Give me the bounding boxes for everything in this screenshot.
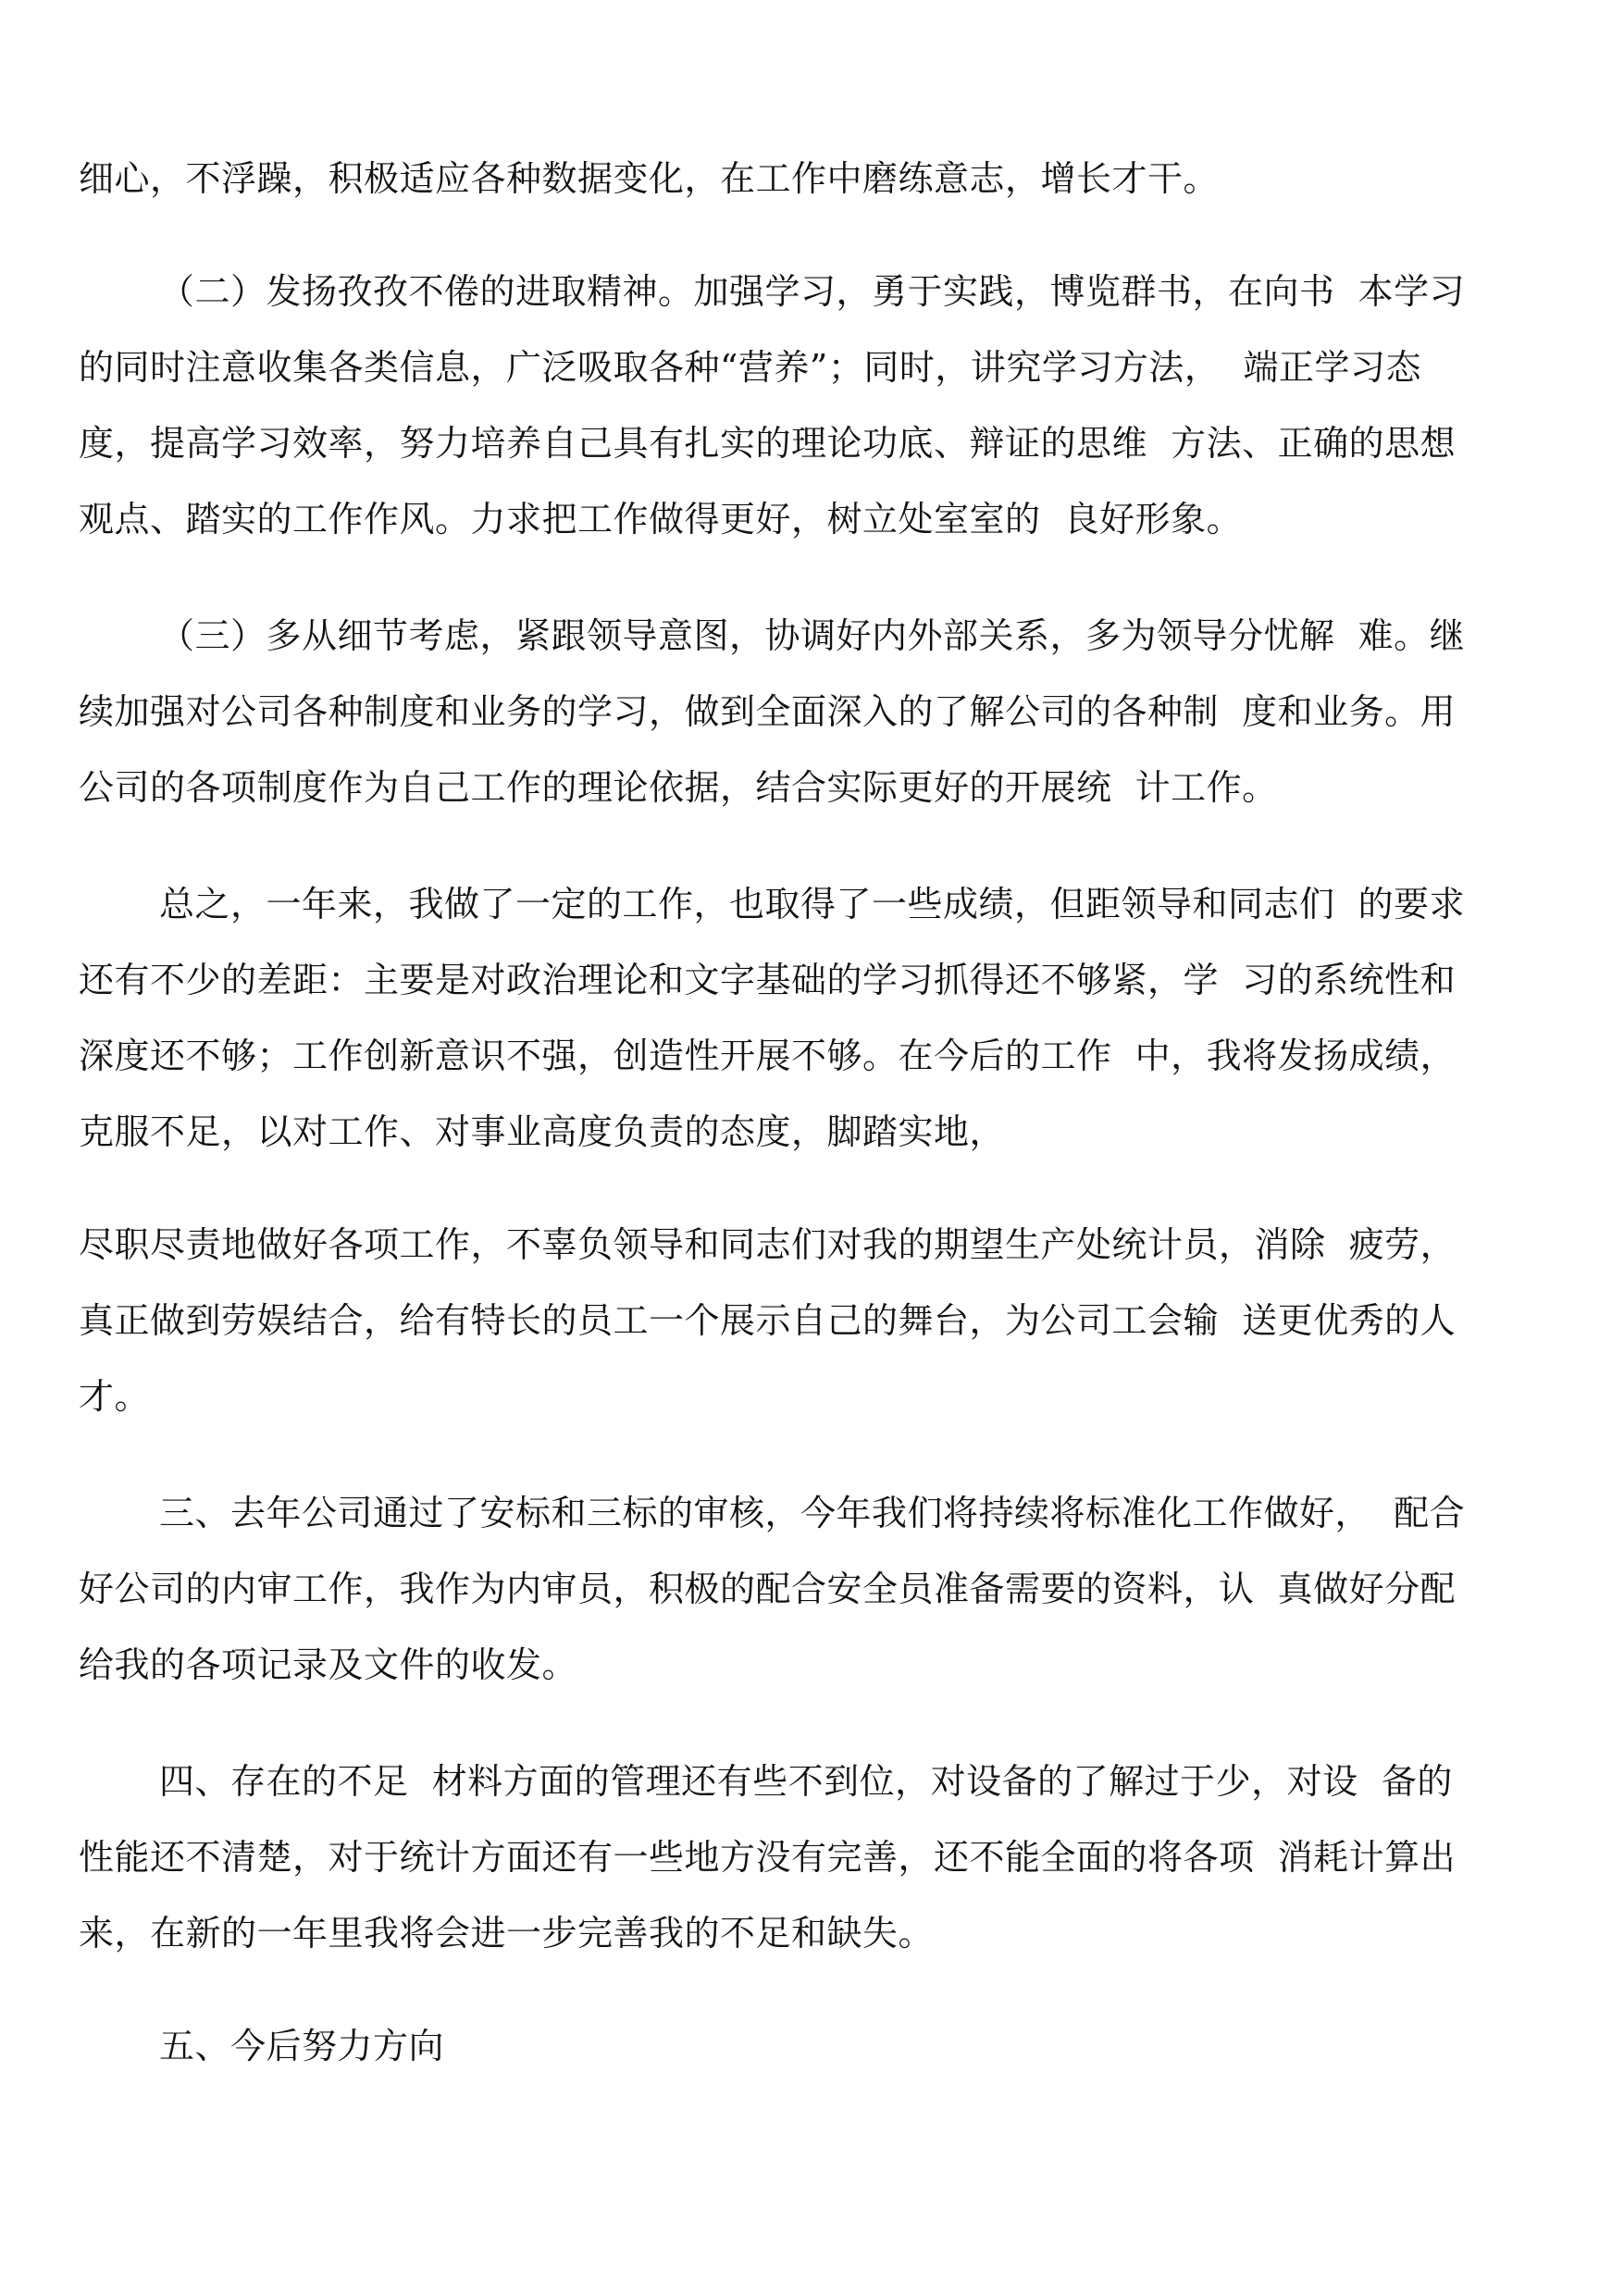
- text-line-7: 续加强对公司各种制度和业务的学习，做到全面深入的了解公司的各种制 度和业务。用: [79, 691, 1457, 732]
- text-line-9: 总之，一年来，我做了一定的工作，也取得了一些成绩，但距领导和同志们 的要求: [159, 884, 1466, 924]
- text-line-11: 深度还不够；工作创新意识不强，创造性开展不够。在今后的工作 中，我将发扬成绩，: [79, 1036, 1457, 1076]
- text-line-4: 度，提高学习效率，努力培养自己具有扎实的理论功底、辩证的思维 方法、正确的思想: [79, 423, 1457, 464]
- text-line-13: 尽职尽责地做好各项工作，不辜负领导和同志们对我的期望生产处统计员，消除 疲劳，: [79, 1224, 1457, 1265]
- text-line-8: 公司的各项制度作为自己工作的理论依据，结合实际更好的开展统 计工作。: [79, 767, 1278, 808]
- text-line-17: 好公司的内审工作，我作为内审员，积极的配合安全员准备需要的资料，认 真做好分配: [79, 1569, 1457, 1609]
- text-line-5: 观点、踏实的工作作风。力求把工作做得更好，树立处室室的 良好形象。: [79, 499, 1243, 540]
- text-line-6: （三）多从细节考虑，紧跟领导意图，协调好内外部关系，多为领导分忧解 难。继: [159, 615, 1466, 656]
- text-line-18: 给我的各项记录及文件的收发。: [79, 1644, 578, 1685]
- text-line-15: 才。: [79, 1376, 151, 1417]
- text-line-21: 来，在新的一年里我将会进一步完善我的不足和缺失。: [79, 1913, 935, 1954]
- text-line-20: 性能还不清楚，对于统计方面还有一些地方没有完善，还不能全面的将各项 消耗计算出: [79, 1837, 1457, 1878]
- text-line-19: 四、存在的不足 材料方面的管理还有些不到位，对设备的了解过于少，对设 备的: [159, 1761, 1453, 1802]
- text-line-22: 五、今后努力方向: [159, 2026, 445, 2066]
- text-line-10: 还有不少的差距：主要是对政治理论和文字基础的学习抓得还不够紧，学 习的系统性和: [79, 960, 1457, 1000]
- text-line-3: 的同时注意收集各类信息，广泛吸取各种“营养”；同时，讲究学习方法， 端正学习态: [79, 347, 1422, 388]
- text-line-12: 克服不足，以对工作、对事业高度负责的态度，脚踏实地，: [79, 1111, 1006, 1152]
- text-line-2: （二）发扬孜孜不倦的进取精神。加强学习，勇于实践，博览群书，在向书 本学习: [159, 271, 1466, 312]
- text-line-1: 细心，不浮躁，积极适应各种数据变化，在工作中磨练意志，增长才干。: [79, 158, 1220, 199]
- text-line-14: 真正做到劳娱结合，给有特长的员工一个展示自己的舞台，为公司工会输 送更优秀的人: [79, 1300, 1457, 1341]
- text-line-16: 三、去年公司通过了安标和三标的审核，今年我们将持续将标准化工作做好， 配合: [159, 1493, 1466, 1533]
